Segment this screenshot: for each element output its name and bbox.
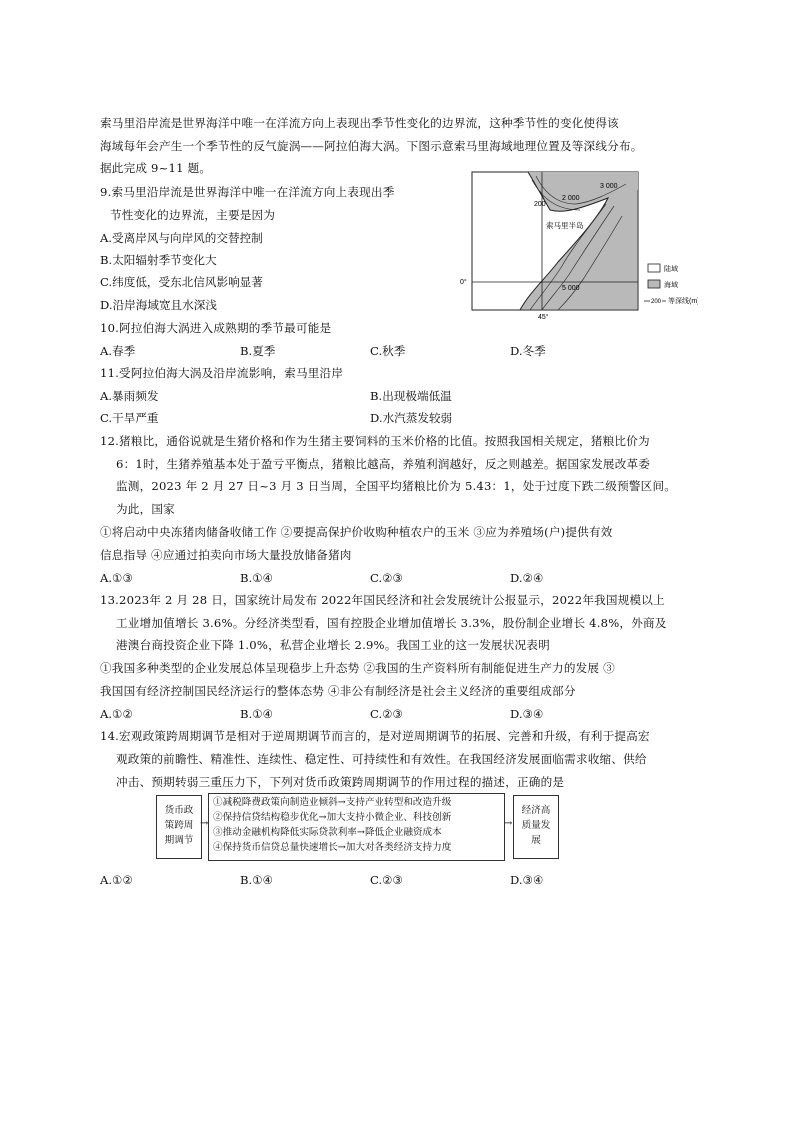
q10-option-c[interactable]: C.秋季 — [370, 344, 406, 358]
q12-line-2: 6：1时，生猪养殖基本处于盈亏平衡点，猪粮比越高，养殖利润越好，反之则越差。据国家发展改革委 — [116, 457, 651, 471]
q13-line-1: 13.2023年 2 月 28 日，国家统计局发布 2022年国民经济和社会发展统计公报显示，2022年我国规模以上 — [100, 593, 665, 607]
intro-line-1: 索马里沿岸流是世界海洋中唯一在洋流方向上表现出季节性变化的边界流，这种季节性的变化使得该 — [100, 116, 619, 130]
legend-land-swatch — [648, 264, 660, 272]
flow-left-box — [156, 795, 202, 859]
intro-line-3: 据此完成 9~11 题。 — [100, 161, 212, 175]
flow-left-text: 期调节 — [164, 835, 194, 846]
q14-line-2: 观政策的前瞻性、精准性、连续性、稳定性、可持续性和有效性。在我国经济发展面临需求收缩、供给 — [116, 752, 647, 766]
q13-option-c[interactable]: C.②③ — [370, 707, 403, 721]
q9-option-a[interactable]: A.受离岸风与向岸风的交替控制 — [100, 231, 263, 245]
label-0deg: 0° — [460, 279, 467, 286]
q10-option-d[interactable]: D.冬季 — [510, 344, 546, 358]
q12-option-b[interactable]: B.①④ — [240, 571, 273, 585]
q13-line-2: 工业增加值增长 3.6%。分经济类型看，国有控股企业增加值增长 3.3%，股份制企业增长 4.8%，外商及 — [116, 616, 667, 630]
q12-option-c[interactable]: C.②③ — [370, 571, 403, 585]
q14-option-a[interactable]: A.①② — [100, 873, 133, 887]
q12-line-1: 12.猪粮比，通俗说就是生猪价格和作为生猪主要饲料的玉米价格的比值。按照我国相关规定，猪粮比价为 — [100, 434, 650, 448]
q9-stem-1: 9.索马里沿岸流是世界海洋中唯一在洋流方向上表现出季 — [100, 185, 395, 199]
label-45deg: 45° — [538, 314, 549, 320]
legend-contour-label: 等深线(m) — [668, 298, 698, 305]
label-2000: 2 000 — [562, 195, 580, 202]
q9-option-b[interactable]: B.太阳辐射季节变化大 — [100, 253, 217, 267]
flow-row-4: ④保持货币信贷总量快速增长→加大对各类经济支持力度 — [213, 842, 452, 853]
q11-stem: 11.受阿拉伯海大涡及沿岸流影响，索马里沿岸 — [100, 366, 344, 380]
label-3000: 3 000 — [600, 183, 618, 190]
flow-row-1: ①减税降费政策向制造业倾斜→支持产业转型和改造升级 — [213, 797, 452, 808]
flow-row-2: ②保持信贷结构稳步优化→加大支持小微企业、科技创新 — [213, 812, 452, 823]
legend-land-label: 陆域 — [664, 266, 678, 273]
q13-line-3: 港澳台商投资企业下降 1.0%，私营企业增长 2.9%。我国工业的这一发展状况表明 — [116, 638, 550, 652]
q14-line-1: 14.宏观政策跨周期调节是相对于逆周期调节而言的，是对逆周期调节的拓展、完善和升级，有利于提高宏 — [100, 729, 650, 743]
q11-option-b[interactable]: B.出现极端低温 — [370, 389, 452, 403]
q13-option-d[interactable]: D.③④ — [510, 707, 544, 721]
q14-option-c[interactable]: C.②③ — [370, 873, 403, 887]
flow-middle-box — [208, 793, 505, 861]
q10-option-b[interactable]: B.夏季 — [240, 344, 276, 358]
flow-right-text: 质量发 — [521, 820, 551, 831]
q11-option-c[interactable]: C.干旱严重 — [100, 411, 159, 425]
q9-option-c[interactable]: C.纬度低，受东北信风影响显著 — [100, 275, 263, 289]
q12-statements-1: ①将启动中央冻猪肉储备收储工作 ②要提高保护价收购种植农户的玉米 ③应为养殖场(户)提供有效 — [100, 525, 613, 539]
label-peninsula: 索马里半岛 — [546, 221, 584, 230]
q10-stem: 10.阿拉伯海大涡进入成熟期的季节最可能是 — [100, 321, 332, 335]
label-200: 200 — [534, 201, 546, 208]
legend-sea-swatch — [648, 280, 660, 288]
q13-option-b[interactable]: B.①④ — [240, 707, 273, 721]
intro-line-2: 海域每年会产生一个季节性的反气旋涡——阿拉伯海大涡。下图示意索马里海域地理位置及等深线分布。 — [100, 139, 643, 153]
q11-option-a[interactable]: A.暴雨频发 — [100, 389, 159, 403]
flow-right-text: 经济高 — [521, 805, 551, 816]
q12-option-a[interactable]: A.①③ — [100, 571, 133, 585]
flow-right-box — [513, 795, 559, 859]
label-5000: 5 000 — [562, 285, 580, 292]
q12-line-3: 监测，2023 年 2 月 27 日~3 月 3 日当周，全国平均猪粮比价为 5.43：1，处于过度下跌二级预警区间。 — [116, 479, 677, 493]
q10-option-a[interactable]: A.春季 — [100, 344, 136, 358]
legend-sea-label: 海域 — [664, 282, 678, 289]
q11-option-d[interactable]: D.水汽蒸发较弱 — [370, 411, 453, 425]
q14-line-3: 冲击、预期转弱三重压力下，下列对货币政策跨周期调节的作用过程的描述，正确的是 — [116, 775, 565, 789]
q12-option-d[interactable]: D.②④ — [510, 571, 544, 585]
q9-stem-2: 节性变化的边界流，主要是因为 — [110, 208, 276, 222]
q9-option-d[interactable]: D.沿岸海域宽且水深浅 — [100, 298, 217, 312]
q13-statements-2: 我国国有经济控制国民经济运行的整体态势 ④非公有制经济是社会主义经济的重要组成部分 — [100, 684, 576, 698]
flow-arrow-icon: → — [504, 818, 513, 829]
q14-option-b[interactable]: B.①④ — [240, 873, 273, 887]
flow-row-3: ③推动金融机构降低实际贷款利率→降低企业融资成本 — [213, 827, 442, 838]
flow-arrow-icon: → — [200, 818, 209, 829]
q13-option-a[interactable]: A.①② — [100, 707, 133, 721]
flow-right-text: 展 — [531, 835, 541, 846]
q13-statements-1: ①我国多种类型的企业发展总体呈现稳步上升态势 ②我国的生产资料所有制能促进生产力的发展 ③ — [100, 661, 615, 675]
somalia-map-figure — [458, 170, 698, 320]
map-svg — [458, 170, 698, 320]
flow-left-text: 货币政 — [164, 805, 194, 816]
legend-contour-value: 200 — [651, 299, 662, 305]
q14-option-d[interactable]: D.③④ — [510, 873, 544, 887]
q12-statements-2: 信息指导 ④应通过拍卖向市场大量投放储备猪肉 — [100, 548, 352, 562]
q12-line-4: 为此，国家 — [116, 502, 175, 516]
flow-left-text: 策跨周 — [164, 820, 194, 831]
